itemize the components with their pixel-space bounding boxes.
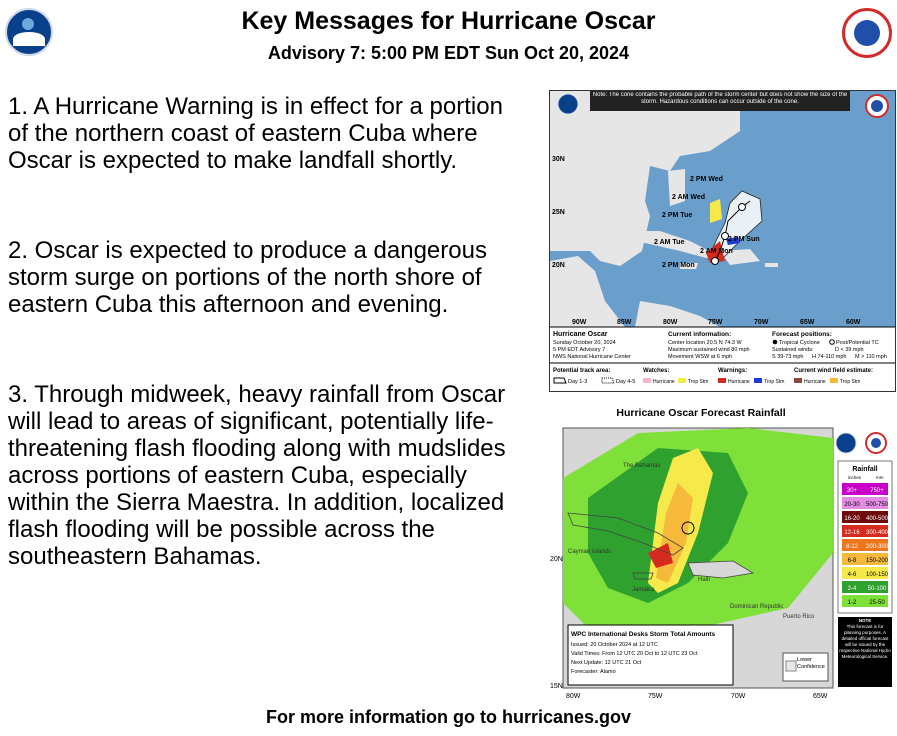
lon-label: 90W [572, 319, 587, 326]
legend-rows [842, 483, 889, 607]
rain-issued: Issued: 20 October 2024 at 12 UTC [571, 642, 658, 648]
legend-inches: 2-4 [847, 586, 857, 592]
warning-ts-label: Trop Stm [764, 379, 785, 385]
fp-tropical: Tropical Cyclone [779, 340, 820, 346]
fp-post: Post/Potential TC [836, 340, 879, 346]
fp-label-5: 2 AM Mon [700, 248, 733, 255]
legend-mm: 50-100 [867, 586, 887, 592]
legend-mm: 25-50 [869, 600, 885, 606]
lower-confidence-label: Lower Confidence [797, 657, 825, 670]
noaa-logo-small [836, 433, 856, 453]
fp-d: D < 39 mph [835, 347, 864, 353]
hurricane-watch-swatch [643, 378, 651, 383]
storm-name: Hurricane Oscar [553, 331, 608, 338]
lon-label: 85W [617, 319, 632, 326]
storm-date: Sunday October 20, 2024 [553, 340, 616, 346]
track-point-2pm-wed [739, 204, 746, 211]
legend-inches: 12-16 [844, 530, 860, 536]
day13-label: Day 1-3 [568, 379, 588, 385]
hurricane-warning-swatch [718, 378, 726, 383]
fp-m: M > 110 mph [855, 354, 887, 360]
legend-inches: 8-12 [845, 544, 859, 550]
key-message-1: 1. A Hurricane Warning is in effect for a portion of the northern coast of eastern Cuba where Oscar is expected to make landfall shortly. [8, 93, 503, 174]
day45-label: Day 4-5 [616, 379, 636, 385]
legend-unit-mm: mm [876, 475, 884, 480]
legend-mm: 400-500 [865, 516, 889, 522]
warning-hurricane-label: Hurricane [728, 379, 750, 385]
legend-mm: 500-750 [865, 502, 889, 508]
storm-center: NWS National Hurricane Center [553, 354, 631, 360]
fp-label-3: 2 AM Tue [654, 239, 685, 246]
rain-note-title: NOTE [858, 618, 872, 623]
lat-label: 30N [552, 156, 565, 163]
watch-hurricane-label: Hurricane [653, 379, 675, 385]
track-area-title: Potential track area: [553, 368, 611, 374]
ts-wind-swatch [830, 378, 838, 383]
legend-inches: 30+ [846, 488, 858, 494]
rain-forecaster: Forecaster: Alamo [571, 669, 616, 675]
legend-inches: 6-8 [847, 558, 857, 564]
legend-inches: 20-30 [844, 502, 860, 508]
cone-forecast-map [549, 90, 896, 392]
rain-valid: Valid Times: From 12 UTC 20 Oct to 12 UTC 23 Oct [571, 651, 698, 657]
fp-h: H 74-110 mph [812, 354, 847, 360]
day45-icon [602, 378, 614, 383]
rain-lat-label: 15N [550, 683, 563, 690]
lat-label: 25N [552, 209, 565, 216]
rain-lat-label: 20N [550, 556, 563, 563]
current-info-title: Current information: [668, 331, 732, 338]
hurricane-wind-swatch [794, 378, 802, 383]
fp-label-0: 2 PM Wed [690, 176, 723, 183]
tropical-storm-watch [710, 199, 722, 223]
current-movement: Movement WSW at 6 mph [668, 354, 733, 360]
legend-unit-inches: inches [848, 475, 862, 480]
ts-warning-swatch [754, 378, 762, 383]
rain-note: This forecast is for planning purposes. A detailed official forecast will be issued by the respective National Hydro Meteorological Service. [839, 624, 891, 659]
place-cayman: Cayman Islands [568, 549, 612, 555]
legend-inches: 1-2 [847, 600, 857, 606]
lon-label: 80W [663, 319, 678, 326]
legend-mm: 750+ [870, 488, 884, 494]
fp-label-1: 2 AM Wed [672, 194, 706, 201]
key-message-3: 3. Through midweek, heavy rainfall from Oscar will lead to areas of significant, potentially life-threatening flash flooding along with mudslides across portions of eastern Cuba, especially within the Sierra Maestra. In addition, localized flash flooding will be possible across the southeastern Bahamas. [8, 381, 506, 570]
lon-label: 70W [754, 319, 769, 326]
current-max-wind: Maximum sustained wind 80 mph [668, 347, 750, 353]
ts-watch-swatch [678, 378, 686, 383]
legend-inches: 4-6 [847, 572, 857, 578]
fp-s: S 39-73 mph [772, 354, 804, 360]
rain-next-update: Next Update: 12 UTC 21 Oct [571, 660, 642, 666]
key-message-2: 2. Oscar is expected to produce a dangerous storm surge on portions of the north shore of eastern Cuba this afternoon and evening. [8, 237, 487, 318]
rain-lon-label: 65W [813, 693, 828, 700]
legend-title: Rainfall [852, 466, 878, 473]
place-haiti: Haiti [698, 577, 711, 583]
lon-label: 75W [708, 319, 723, 326]
cone-note: Note: The cone contains the probable path of the storm center but does not show the size of the storm. Hazardous conditions can occur outside of the cone. [592, 92, 848, 105]
rain-lon-label: 70W [731, 693, 746, 700]
rain-lon-label: 80W [566, 693, 581, 700]
warnings-title: Warnings: [718, 368, 748, 374]
page-title: Key Messages for Hurricane Oscar [241, 7, 656, 35]
track-point-2pm-sun [712, 258, 719, 265]
rainfall-forecast-map [548, 403, 894, 701]
footer-link-text: For more information go to hurricanes.gov [265, 707, 632, 727]
puerto-rico [765, 263, 778, 267]
tc-dot-icon [773, 340, 778, 345]
fp-sustained: Sustained winds: [772, 347, 814, 353]
post-tc-dot-icon [830, 340, 835, 345]
nws-logo-small-inner [871, 438, 881, 448]
wind-field-title: Current wind field estimate: [794, 368, 874, 374]
fp-label-4: 2 PM Sun [728, 236, 760, 243]
rain-lon-label: 75W [648, 693, 663, 700]
nws-logo-small-inner [871, 100, 883, 112]
legend-mm: 150-200 [865, 558, 889, 564]
lower-confidence-swatch [786, 661, 796, 671]
legend-mm: 200-300 [865, 544, 889, 550]
day13-icon [554, 378, 566, 383]
place-puerto-rico: Puerto Rico [783, 614, 815, 620]
place-jamaica: Jamaica [632, 587, 655, 593]
wind-ts-label: Trop Stm [840, 379, 861, 385]
lat-label: 20N [552, 262, 565, 269]
fp-label-2: 2 PM Tue [662, 212, 693, 219]
noaa-logo-small [558, 94, 578, 114]
wind-hurricane-label: Hurricane [804, 379, 826, 385]
place-dominican: Dominican Republic [730, 604, 784, 610]
lon-label: 65W [800, 319, 815, 326]
rain-info-title: WPC International Desks Storm Total Amounts [571, 631, 716, 638]
watches-title: Watches: [643, 368, 670, 374]
fp-label-6: 2 PM Mon [662, 262, 695, 269]
forecast-positions-title: Forecast positions: [772, 331, 832, 338]
storm-advisory: 5 PM EDT Advisory 7 [553, 347, 606, 353]
lon-label: 60W [846, 319, 861, 326]
legend-mm: 300-400 [865, 530, 889, 536]
watch-ts-label: Trop Stm [688, 379, 709, 385]
place-bahamas: The Bahamas [623, 463, 661, 469]
current-location: Center location 20.5 N 74.3 W [668, 340, 742, 346]
legend-inches: 16-20 [844, 516, 860, 522]
advisory-subtitle: Advisory 7: 5:00 PM EDT Sun Oct 20, 2024 [267, 43, 630, 63]
legend-mm: 100-150 [865, 572, 889, 578]
rain-map-title: Hurricane Oscar Forecast Rainfall [616, 407, 786, 419]
